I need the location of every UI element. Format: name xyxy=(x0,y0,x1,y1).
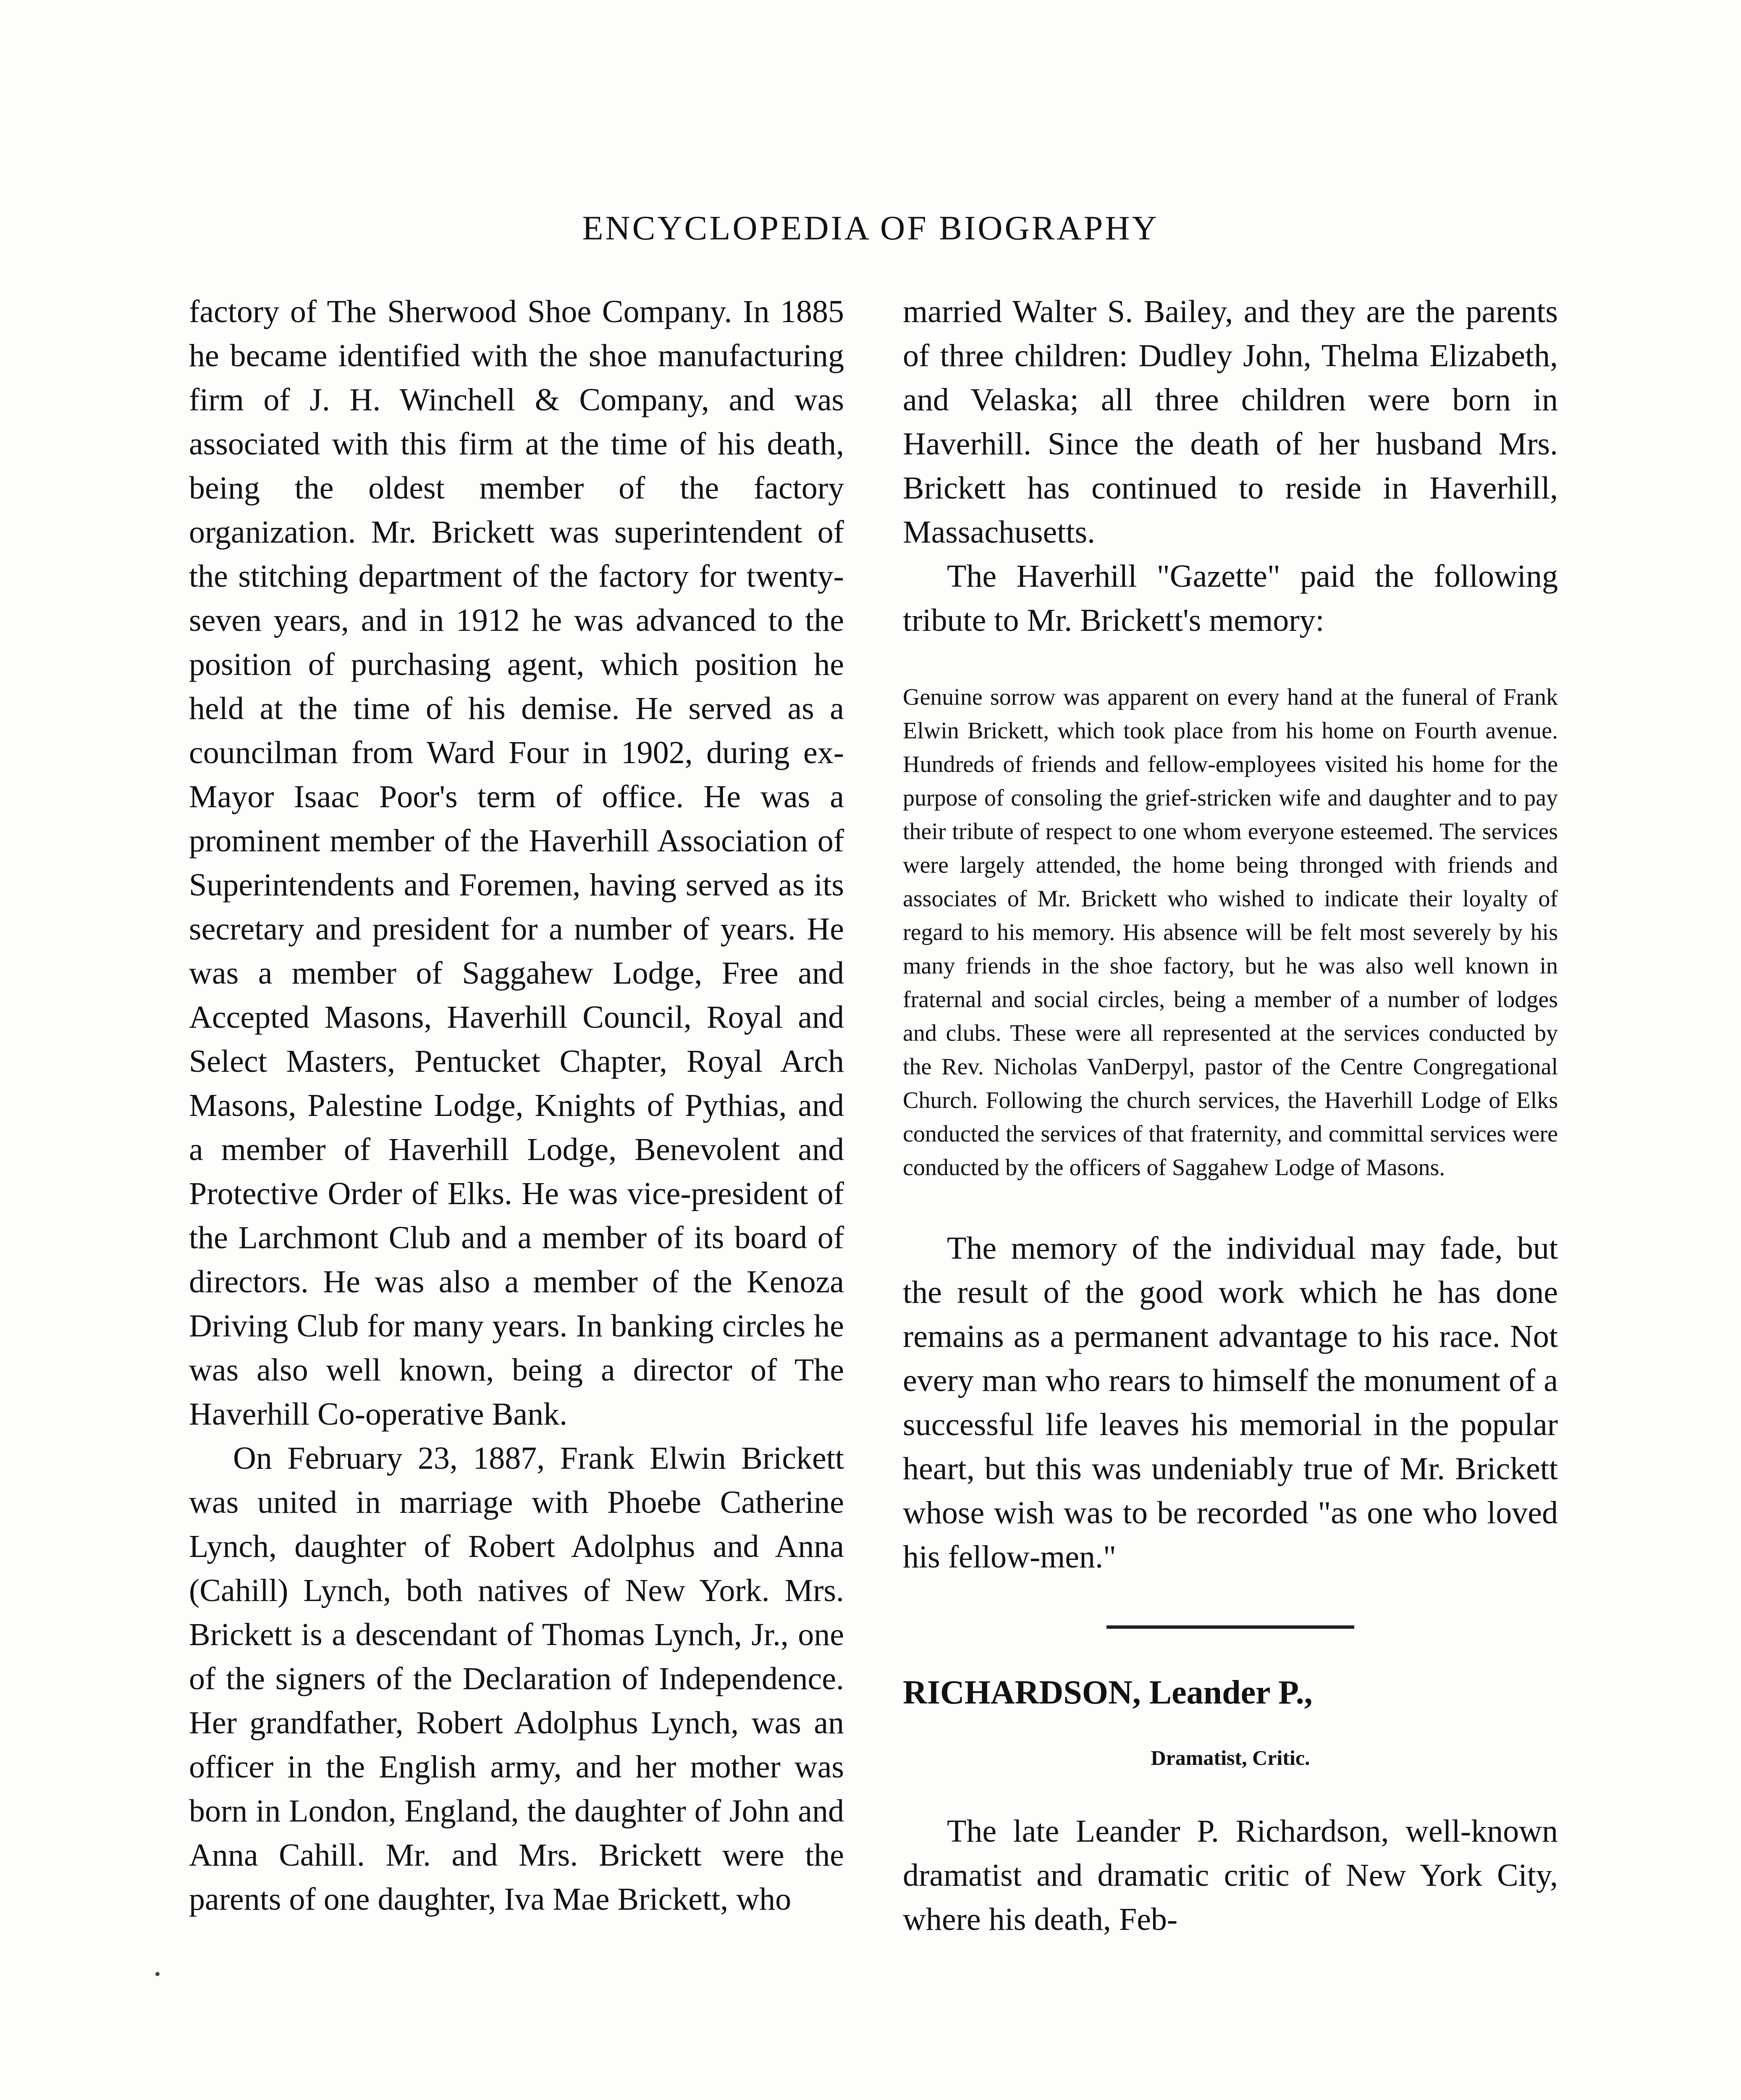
entry-opening-paragraph: The late Leander P. Richardson, well-known dramatist and dramatic critic of New York City, where his death, Feb- xyxy=(903,1814,1558,1937)
entry-heading: RICHARDSON, Leander P., xyxy=(903,1674,1313,1711)
entry-subtitle: Dramatist, Critic. xyxy=(1151,1746,1310,1769)
section-divider xyxy=(1106,1625,1354,1629)
right-column xyxy=(903,290,1558,1942)
body-paragraph: married Walter S. Bailey, and they are the parents of three children: Dudley John, Thelma Elizabeth, and Velaska; all three children were born in Haverhill. Since the death of her husband Mrs. Brickett has continued to reside in Haverhill, Massachusetts. xyxy=(903,294,1558,550)
body-paragraph: The Haverhill "Gazette" paid the following tribute to Mr. Brickett's memory: xyxy=(903,559,1558,638)
body-paragraph: On February 23, 1887, Frank Elwin Brickett was united in marriage with Phoebe Catherine Lynch, daughter of Robert Adolphus and Anna (Cahill) Lynch, both natives of New York. Mrs. Brickett is a descendant of Thomas Lynch, Jr., one of the signers of the Declaration of Independence. Her grandfather, Robert Adolphus Lynch, was an officer in the English army, and her mother was born in London, England, the daughter of John and Anna Cahill. Mr. and Mrs. Brickett were the parents of one daughter, Iva Mae Brickett, who xyxy=(189,1441,844,1917)
margin-speck xyxy=(155,1972,160,1976)
newspaper-quote: Genuine sorrow was apparent on every hand at the funeral of Frank Elwin Brickett, which took place from his home on Fourth avenue. Hundreds of friends and fellow-employees visited his home for the purpose of consoling the grief-stricken wife and daughter and to pay their tribute of respect to one whom everyone esteemed. The services were largely attended, the home being thronged with friends and associates of Mr. Brickett who wished to indicate their loyalty of regard to his memory. His absence will be felt most severely by his many friends in the shoe factory, but he was also well known in fraternal and social circles, being a member of a number of lodges and clubs. These were all represented at the services conducted by the Rev. Nicholas VanDerpyl, pastor of the Centre Congregational Church. Following the church services, the Haverhill Lodge of Elks conducted the services of that fraternity, and committal services were conducted by the officers of Saggahew Lodge of Masons. xyxy=(903,684,1558,1181)
left-column xyxy=(189,290,844,1922)
body-paragraph: factory of The Sherwood Shoe Company. In 1885 he became identified with the shoe manufacturing firm of J. H. Winchell & Company, and was associated with this firm at the time of his death, being the oldest member of the factory organization. Mr. Brickett was superintendent of the stitching department of the factory for twenty-seven years, and in 1912 he was advanced to the position of purchasing agent, which position he held at the time of his demise. He served as a councilman from Ward Four in 1902, during ex-Mayor Isaac Poor's term of office. He was a prominent member of the Haverhill Association of Superintendents and Foremen, having served as its secretary and president for a number of years. He was a member of Saggahew Lodge, Free and Accepted Masons, Haverhill Council, Royal and Select Masters, Pentucket Chapter, Royal Arch Masons, Palestine Lodge, Knights of Pythias, and a member of Haverhill Lodge, Benevolent and Protective Order of Elks. He was vice-president of the Larchmont Club and a member of its board of directors. He was also a member of the Kenoza Driving Club for many years. In banking circles he was also well known, being a director of The Haverhill Co-operative Bank. xyxy=(189,294,844,1432)
closing-paragraph: The memory of the individual may fade, but the result of the good work which he has done remains as a permanent advantage to his race. Not every man who rears to himself the monument of a successful life leaves his memorial in the popular heart, but this was undeniably true of Mr. Brickett whose wish was to be recorded "as one who loved his fellow-men." xyxy=(903,1231,1558,1575)
page-header: ENCYCLOPEDIA OF BIOGRAPHY xyxy=(582,209,1159,247)
